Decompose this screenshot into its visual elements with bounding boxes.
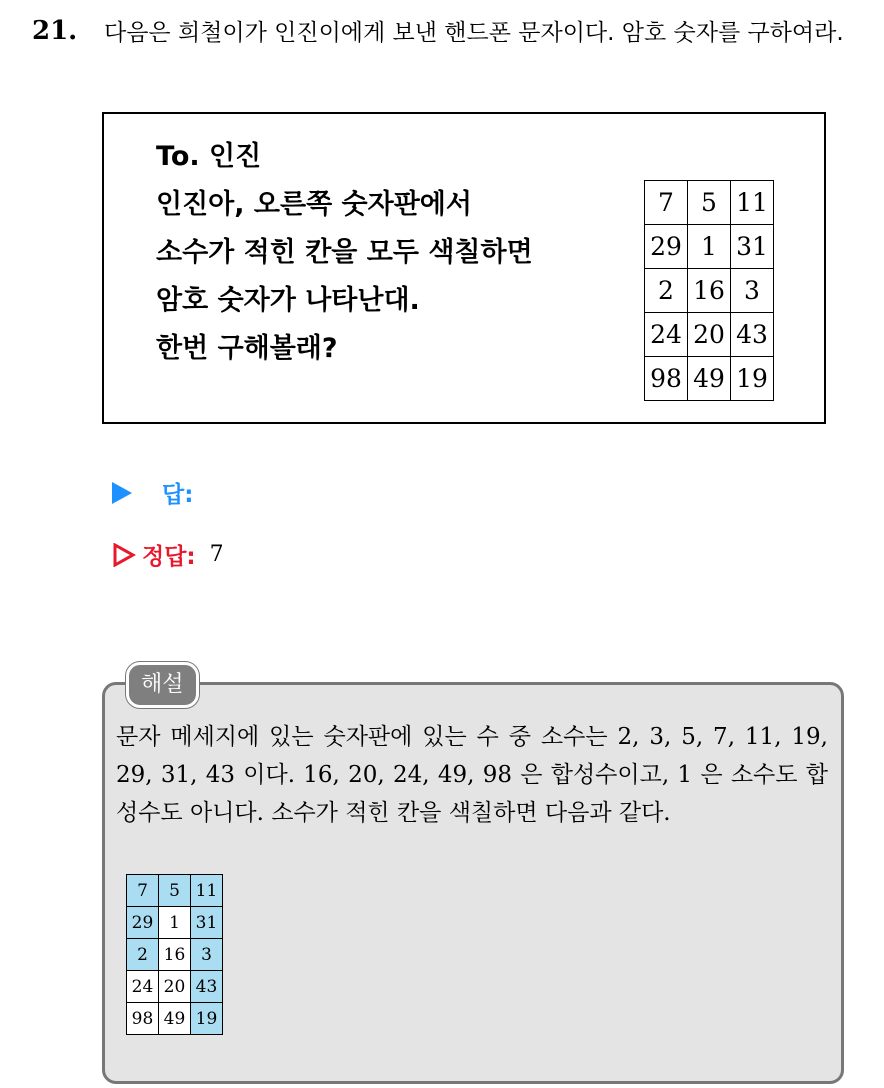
outline-triangle-icon xyxy=(112,543,136,567)
board-cell: 29 xyxy=(645,225,688,269)
board-cell: 3 xyxy=(191,939,223,971)
correct-answer-value: 7 xyxy=(209,542,224,567)
text-message-box xyxy=(102,112,826,424)
board-cell: 16 xyxy=(159,939,191,971)
question-number: 21. xyxy=(32,16,78,46)
message-line: 인진아, 오른쪽 숫자판에서 xyxy=(156,189,472,220)
message-line: 한번 구해볼래? xyxy=(156,333,338,364)
board-cell: 7 xyxy=(645,181,688,225)
board-cell: 20 xyxy=(688,313,731,357)
board-cell: 98 xyxy=(127,1003,159,1035)
message-line: To. 인진 xyxy=(156,141,262,172)
board-cell: 2 xyxy=(645,269,688,313)
correct-answer-row xyxy=(112,538,224,571)
board-cell: 29 xyxy=(127,907,159,939)
board-cell: 16 xyxy=(688,269,731,313)
shaded-number-board xyxy=(126,874,223,1035)
board-cell: 49 xyxy=(159,1003,191,1035)
board-cell: 19 xyxy=(731,357,774,401)
board-cell: 24 xyxy=(127,971,159,1003)
board-cell: 5 xyxy=(159,875,191,907)
number-board xyxy=(644,180,774,401)
board-cell: 98 xyxy=(645,357,688,401)
correct-answer-label: 정답: xyxy=(142,544,196,570)
board-cell: 11 xyxy=(731,181,774,225)
solution-text: 문자 메세지에 있는 숫자판에 있는 수 중 소수는 2, 3, 5, 7, 11, 19, 29, 31, 43 이다. 16, 20, 24, 49, 98 은 합성수이고, 1 은 소수도 합성수도 아니다. 소수가 적힌 칸을 색칠하면 다음과 같다. xyxy=(116,724,828,826)
board-cell: 31 xyxy=(191,907,223,939)
board-cell: 1 xyxy=(159,907,191,939)
board-cell: 43 xyxy=(731,313,774,357)
board-cell: 1 xyxy=(688,225,731,269)
question-text: 다음은 희철이가 인진이에게 보낸 핸드폰 문자이다. 암호 숫자를 구하여라. xyxy=(104,20,844,46)
board-cell: 2 xyxy=(127,939,159,971)
board-cell: 24 xyxy=(645,313,688,357)
board-cell: 20 xyxy=(159,971,191,1003)
solution-tag: 해설 xyxy=(126,662,199,708)
board-cell: 31 xyxy=(731,225,774,269)
message-line: 암호 숫자가 나타난대. xyxy=(156,285,420,316)
board-cell: 43 xyxy=(191,971,223,1003)
board-cell: 49 xyxy=(688,357,731,401)
board-cell: 7 xyxy=(127,875,159,907)
board-cell: 11 xyxy=(191,875,223,907)
answer-row xyxy=(112,476,207,509)
solid-triangle-icon xyxy=(112,482,132,504)
board-cell: 19 xyxy=(191,1003,223,1035)
board-cell: 3 xyxy=(731,269,774,313)
board-cell: 5 xyxy=(688,181,731,225)
answer-label: 답: xyxy=(162,482,194,508)
message-line: 소수가 적힌 칸을 모두 색칠하면 xyxy=(156,237,533,268)
